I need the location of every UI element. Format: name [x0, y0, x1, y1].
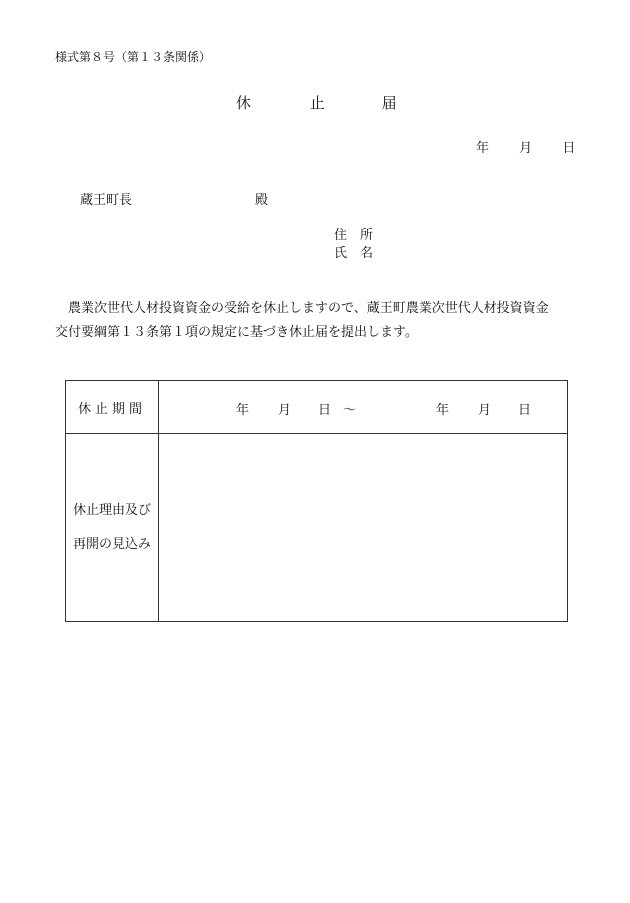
- document-title: [236, 92, 398, 113]
- reason-value-cell[interactable]: [159, 434, 568, 622]
- reason-label: [66, 494, 158, 562]
- suspension-form-table: [65, 380, 568, 622]
- body-line-2: 交付要綱第１３条第１項の規定に基づき休止届を提出します。: [55, 325, 418, 340]
- period-value: [159, 381, 567, 433]
- period-separator: ～: [343, 403, 357, 418]
- period-label-cell: [66, 381, 159, 434]
- period-to-month: 月: [478, 403, 492, 418]
- period-value-cell[interactable]: [159, 381, 568, 434]
- applicant-address-label: 住 所: [334, 228, 374, 243]
- addressee-name: 蔵王町長: [80, 193, 133, 208]
- submission-date: [476, 137, 575, 156]
- body-paragraph: [55, 297, 575, 345]
- period-to-year: 年: [436, 403, 450, 418]
- body-line-1: 農業次世代人材投資資金の受給を休止しますので、蔵王町農業次世代人材投資資金: [55, 301, 549, 316]
- reason-label-cell: [66, 434, 159, 622]
- form-number: 様式第８号（第１３条関係）: [55, 50, 212, 64]
- period-to-day: 日: [518, 403, 532, 418]
- title-char-2: 止: [309, 94, 326, 112]
- reason-value: [159, 434, 567, 621]
- reason-row: [66, 434, 568, 622]
- reason-label-line-2: 再開の見込み: [72, 536, 151, 552]
- period-row: [66, 381, 568, 434]
- period-from-month: 月: [278, 403, 292, 418]
- period-from-day: 日: [318, 403, 332, 418]
- title-char-1: 休: [236, 94, 253, 112]
- period-from-year: 年: [236, 403, 250, 418]
- applicant-name-label: 氏 名: [334, 246, 374, 261]
- date-month-label: 月: [519, 141, 533, 156]
- period-label: 休止期間: [77, 401, 146, 417]
- title-char-3: 届: [381, 94, 398, 112]
- addressee-honorific: 殿: [255, 193, 269, 208]
- reason-label-line-1: 休止理由及び: [72, 502, 151, 518]
- date-year-label: 年: [476, 141, 490, 156]
- date-day-label: 日: [562, 141, 576, 156]
